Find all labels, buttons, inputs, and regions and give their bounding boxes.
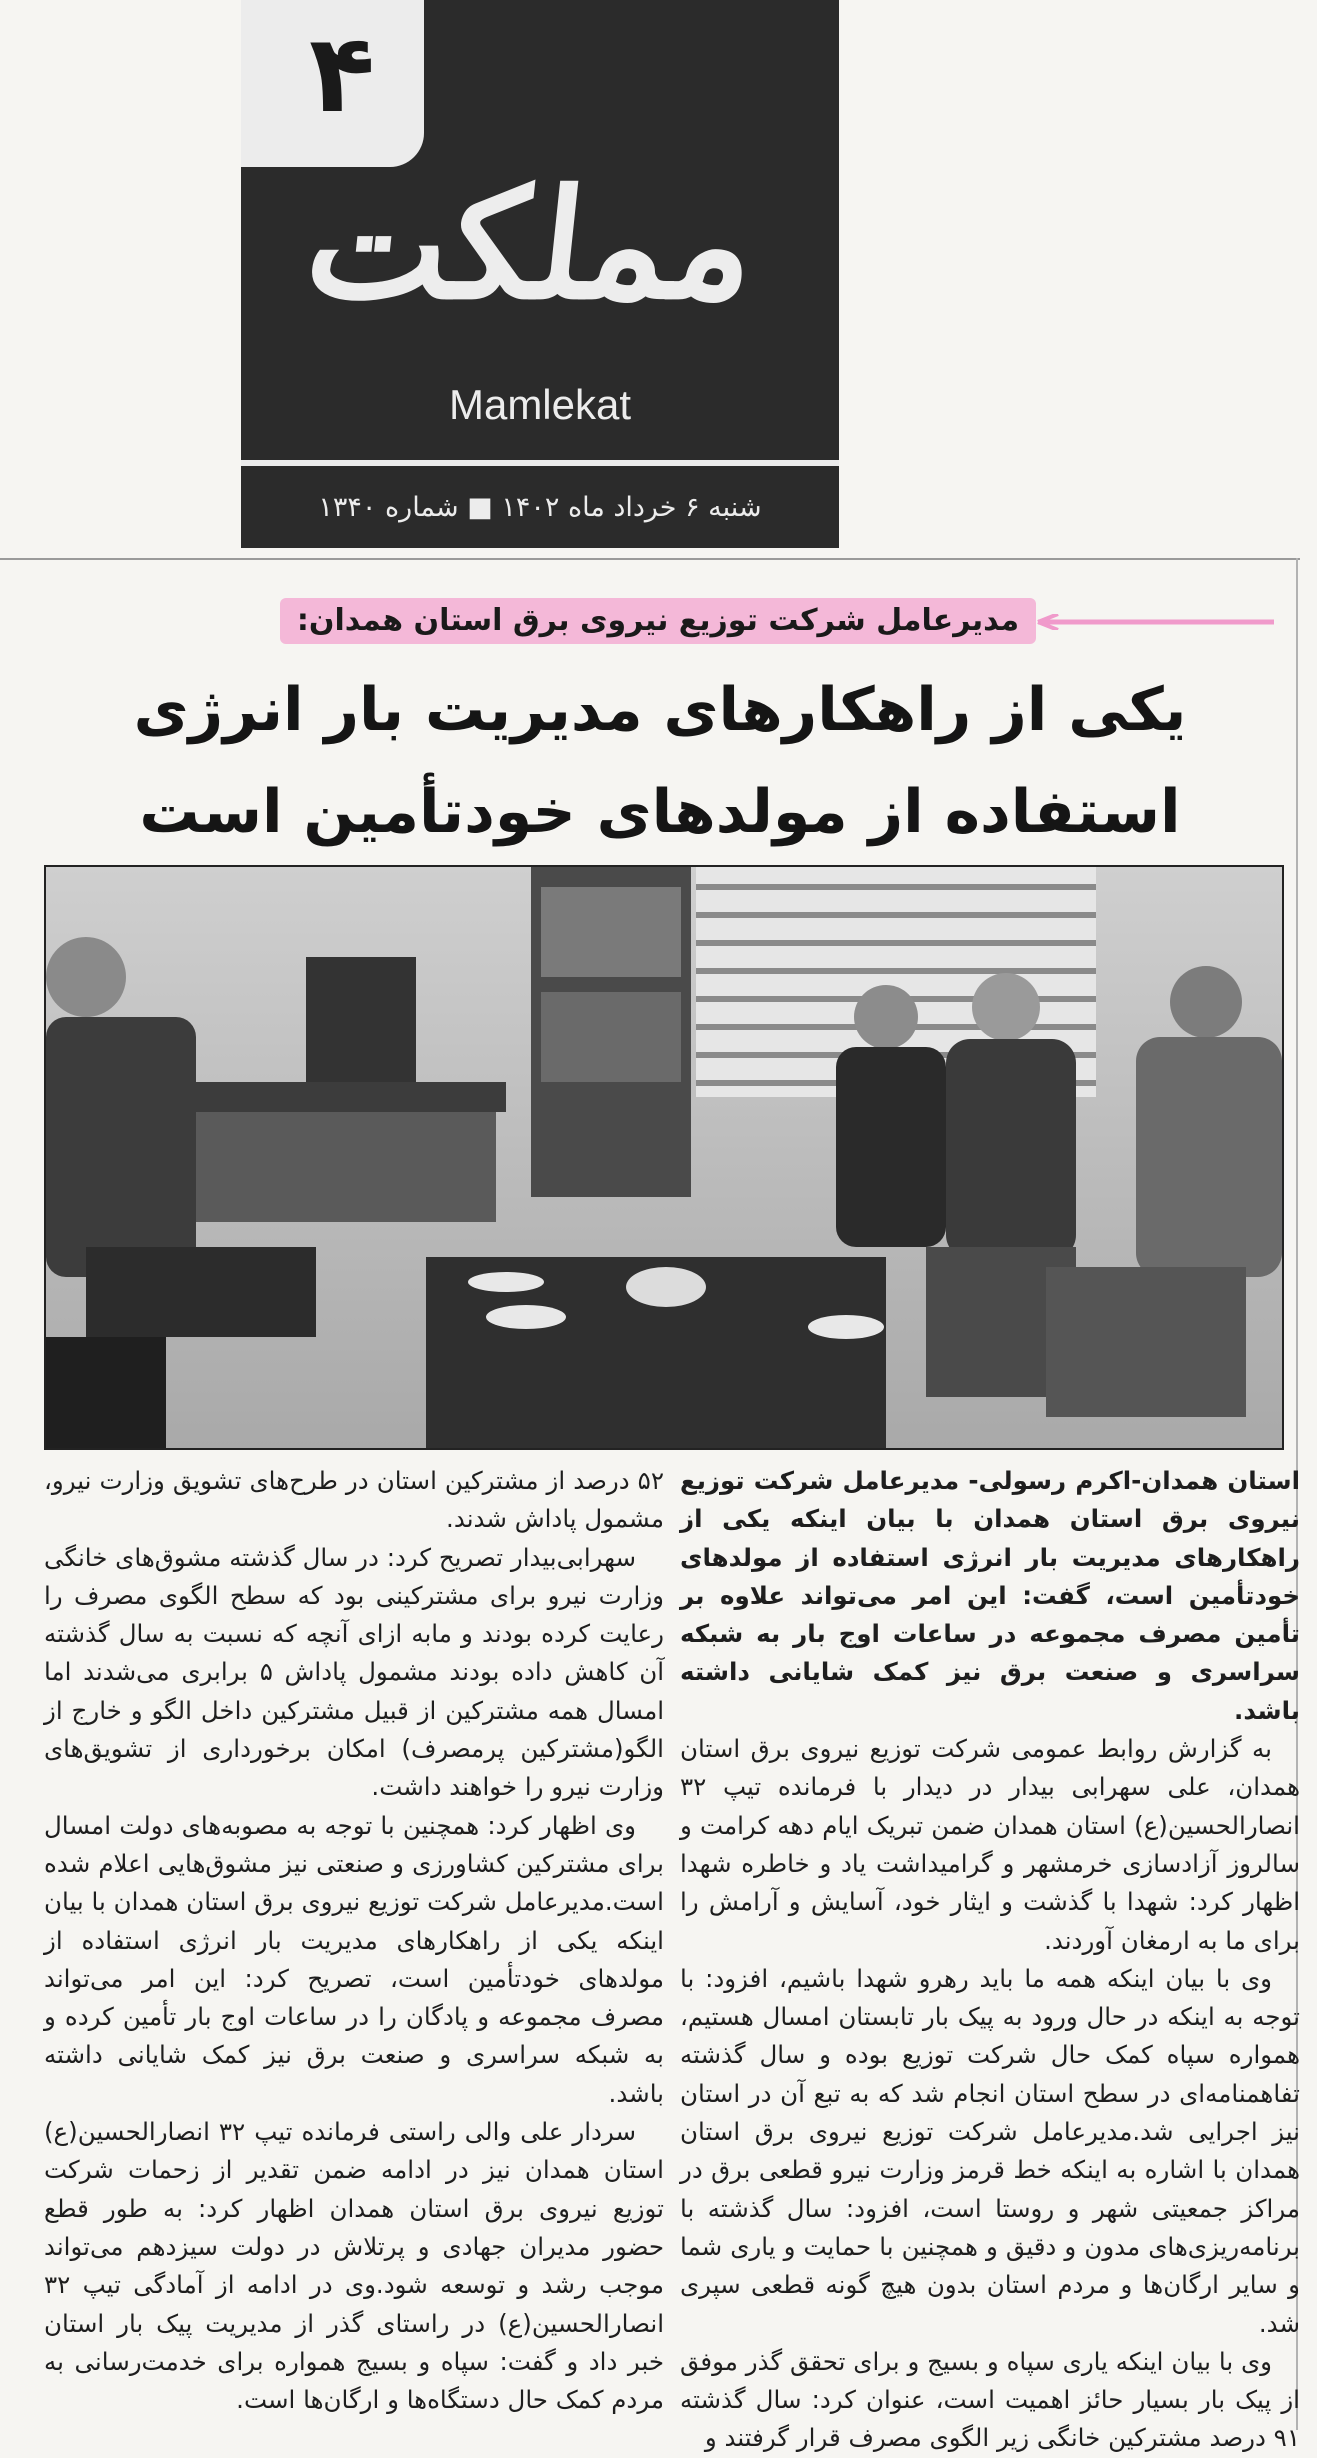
meeting-photo-image xyxy=(46,867,1282,1448)
highlighter-arrow-icon xyxy=(1036,614,1276,630)
newspaper-name-latin: Mamlekat xyxy=(448,381,632,428)
article-paragraph: به گزارش روابط عمومی شرکت توزیع نیروی برق استان همدان، علی سهرابی بیدار در دیدار با فرمانده تیپ ۳۲ انصارالحسین(ع) استان همدان ضمن تبریک ایام دهه کرامت و سالروز آزادسازی خرمشهر و گرامیداشت یاد و خاطره شهدا اظهار کرد: شهدا با گذشت و ایثار خود، آسایش و آرامش را برای ما به ارمغان آوردند. xyxy=(680,1734,1300,1955)
article-paragraph: ۵۲ درصد از مشترکین استان در طرح‌های تشویق وزارت نیرو، مشمول پاداش شدند. xyxy=(44,1466,664,1534)
article-photo xyxy=(44,865,1284,1450)
page-number: ۴ xyxy=(309,12,375,137)
article-paragraph: سهرابی‌بیدار تصریح کرد: در سال گذشته مشوق‌های خانگی وزارت نیرو برای مشترکینی بود که سطح الگوی مصرف را رعایت کرده بودند و مابه ازای آنچه که نسبت به سال گذشته آن کاهش داده بودند مشمول پاداش ۵ برابری می‌شدند اما امسال همه مشترکین از قبیل مشترکین داخل الگو و خارج از الگو(مشترکین پرمصرف) امکان برخورداری از تشویق‌های وزارت نیرو را خواهند داشت. xyxy=(44,1542,664,1802)
headline-line-1: یکی از راهکارهای مدیریت بار انرژی xyxy=(133,675,1187,745)
newspaper-logo: مملکت xyxy=(298,157,764,333)
masthead-divider xyxy=(241,460,839,466)
article-paragraph: وی اظهار کرد: همچنین با توجه به مصوبه‌های دولت امسال برای مشترکین کشاورزی و صنعتی نیز مشوق‌هایی اعلام شده است.مدیرعامل شرکت توزیع نیروی برق استان همدان با بیان اینکه یکی از راهکارهای مدیریت بار انرژی استفاده از مولدهای خودتأمین است، تصریح کرد: این امر می‌تواند مصرف مجموعه و پادگان را در ساعات اوج بار تأمین کرده و به شبکه سراسری و صنعت برق نیز کمک شایانی داشته باشد. xyxy=(44,1810,664,2108)
article-kicker: مدیرعامل شرکت توزیع نیروی برق استان همدان: xyxy=(296,603,1020,638)
article-paragraph: سردار علی والی راستی فرمانده تیپ ۳۲ انصارالحسین(ع) استان همدان نیز در ادامه ضمن تقدیر از زحمات شرکت توزیع نیروی برق استان همدان اظهار کرد: به طور قطع حضور مدیران جهادی و پرتلاش در دولت سیزدهم می‌تواند موجب رشد و توسعه شود.وی در ادامه از آمادگی تیپ ۳۲ انصارالحسین(ع) در راستای گذر از مدیریت پیک بار استان خبر داد و گفت: سپاه و بسیج همواره برای خدمت‌رسانی به مردم کمک حال دستگاه‌ها و ارگان‌ها است. xyxy=(44,2117,664,2415)
article-frame-top xyxy=(0,558,1300,560)
headline-line-2: استفاده از مولدهای خودتأمین است xyxy=(139,777,1181,847)
article-paragraph: وی با بیان اینکه یاری سپاه و بسیج و برای تحقق گذر موفق از پیک بار بسیار حائز اهمیت است، عنوان کرد: سال گذشته ۹۱ درصد مشترکین خانگی زیر الگوی مصرف قرار گرفتند و xyxy=(680,2346,1300,2453)
article-column-left xyxy=(44,1462,664,2419)
article-column-right xyxy=(680,1462,1300,2458)
article-paragraph: وی با بیان اینکه همه ما باید رهرو شهدا باشیم، افزود: با توجه به اینکه در حال ورود به پیک بار تابستان امسال هستیم، همواره سپاه کمک حال شرکت توزیع بوده و سال گذشته تفاهمنامه‌ای در سطح استان انجام شد که به تبع آن در استان نیز اجرایی شد.مدیرعامل شرکت توزیع نیروی برق استان همدان با اشاره به اینکه خط قرمز وزارت نیرو قطعی برق در مراکز جمعیتی شهر و روستا است، افزود: سال گذشته با برنامه‌ریزی‌های مدون و دقیق و همچنین با حمایت و یاری شما و سایر ارگان‌ها و مردم استان بدون هیچ گونه قطعی سپری شد. xyxy=(680,1963,1300,2338)
masthead xyxy=(241,0,839,548)
issue-info: شنبه ۶ خرداد ماه ۱۴۰۲ ■ شماره ۱۳۴۰ xyxy=(318,492,762,523)
article-lead-paragraph: استان همدان-اکرم رسولی- مدیرعامل شرکت توزیع نیروی برق استان همدان با بیان اینکه یکی از راهکارهای مدیریت بار انرژی استفاده از مولدهای خودتأمین است، گفت: این امر می‌تواند علاوه بر تأمین مصرف مجموعه در ساعات اوج بار به شبکه سراسری و صنعت برق نیز کمک شایانی داشته باشد. xyxy=(680,1466,1300,1725)
